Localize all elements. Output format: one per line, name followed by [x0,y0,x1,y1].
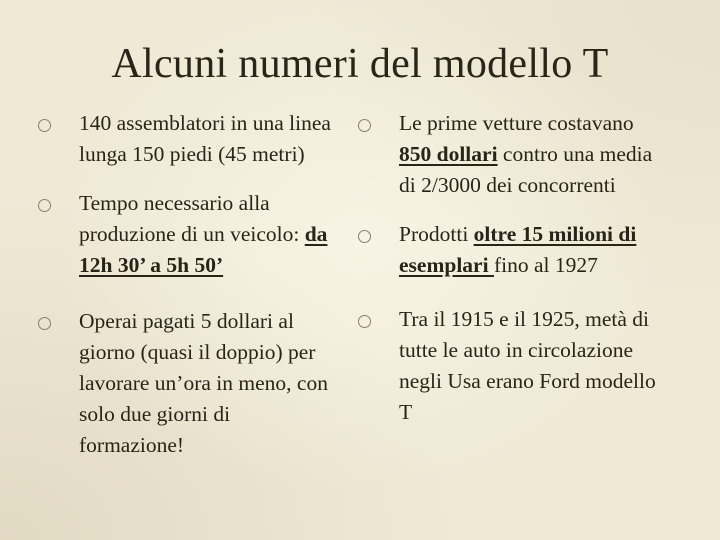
bullet-workers-pay [38,306,338,461]
bullet-text: Le prime vetture costavano [399,111,634,135]
highlight-time: da 12h 30’ a 5h 50’ [79,222,328,277]
bullet-circle-icon [358,230,371,243]
slide-title: Alcuni numeri del modello T [111,41,609,87]
bullet-text-tail: contro una media di 2/3000 dei concorrenti [399,142,653,197]
bullet-text: Operai pagati 5 dollari al giorno (quasi il doppio) per lavorare un’ora in meno, con solo due giorni di formazione! [79,309,328,457]
bullet-circle-icon [38,119,51,132]
bullet-circle-icon [358,119,371,132]
highlight-price: 850 dollari [399,142,498,166]
bullet-production-time [38,188,338,281]
bullet-text: Tra il 1915 e il 1925, metà di tutte le auto in circolazione negli Usa erano Ford modello T [399,307,656,424]
bullet-market-share [358,304,664,428]
bullet-text: Tempo necessario alla produzione di un veicolo: [79,191,305,246]
right-column [358,108,664,428]
bullet-units-produced [358,219,664,281]
bullet-assemblers [38,108,338,170]
left-column [38,108,338,461]
bullet-circle-icon [38,317,51,330]
bullet-text: Prodotti [399,222,474,246]
bullet-text: 140 assemblatori in una linea lunga 150 piedi (45 metri) [79,111,331,166]
bullet-text-tail: fino al 1927 [493,253,598,277]
bullet-circle-icon [358,315,371,328]
highlight-units: oltre 15 milioni di esemplari [399,222,637,277]
bullet-price [358,108,664,201]
bullet-circle-icon [38,199,51,212]
